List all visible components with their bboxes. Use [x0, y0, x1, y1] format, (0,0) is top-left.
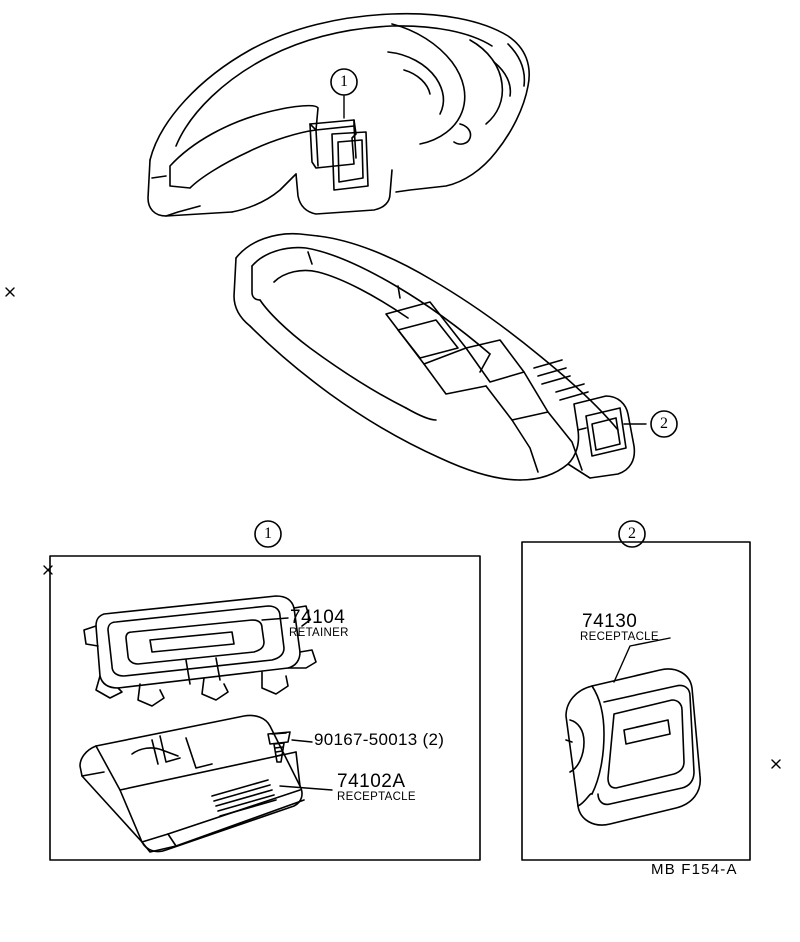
detail-callout-label-2: 2 — [628, 525, 636, 542]
sheet-code: MB F154-A — [651, 861, 738, 878]
part-number-74104: 74104 — [290, 607, 346, 628]
receptacle-74130-illustration — [566, 669, 700, 825]
console-box-illustration — [234, 234, 646, 480]
callout-label-2: 2 — [660, 415, 668, 432]
part-name-74104: RETAINER — [289, 627, 349, 639]
part-name-74102a: RECEPTACLE — [337, 791, 416, 803]
part-number-74102a: 74102A — [337, 771, 406, 792]
retainer-part-illustration — [84, 596, 316, 706]
callout-label-1: 1 — [340, 73, 348, 90]
part-number-90167-50013: 90167-50013 (2) — [314, 730, 445, 749]
detail-callout-label-1: 1 — [264, 525, 272, 542]
part-number-74130: 74130 — [582, 611, 638, 632]
receptacle-74102a-illustration — [80, 715, 304, 852]
detail-box-2 — [522, 542, 750, 860]
part-name-74130: RECEPTACLE — [580, 631, 659, 643]
instrument-panel-illustration — [148, 14, 529, 216]
